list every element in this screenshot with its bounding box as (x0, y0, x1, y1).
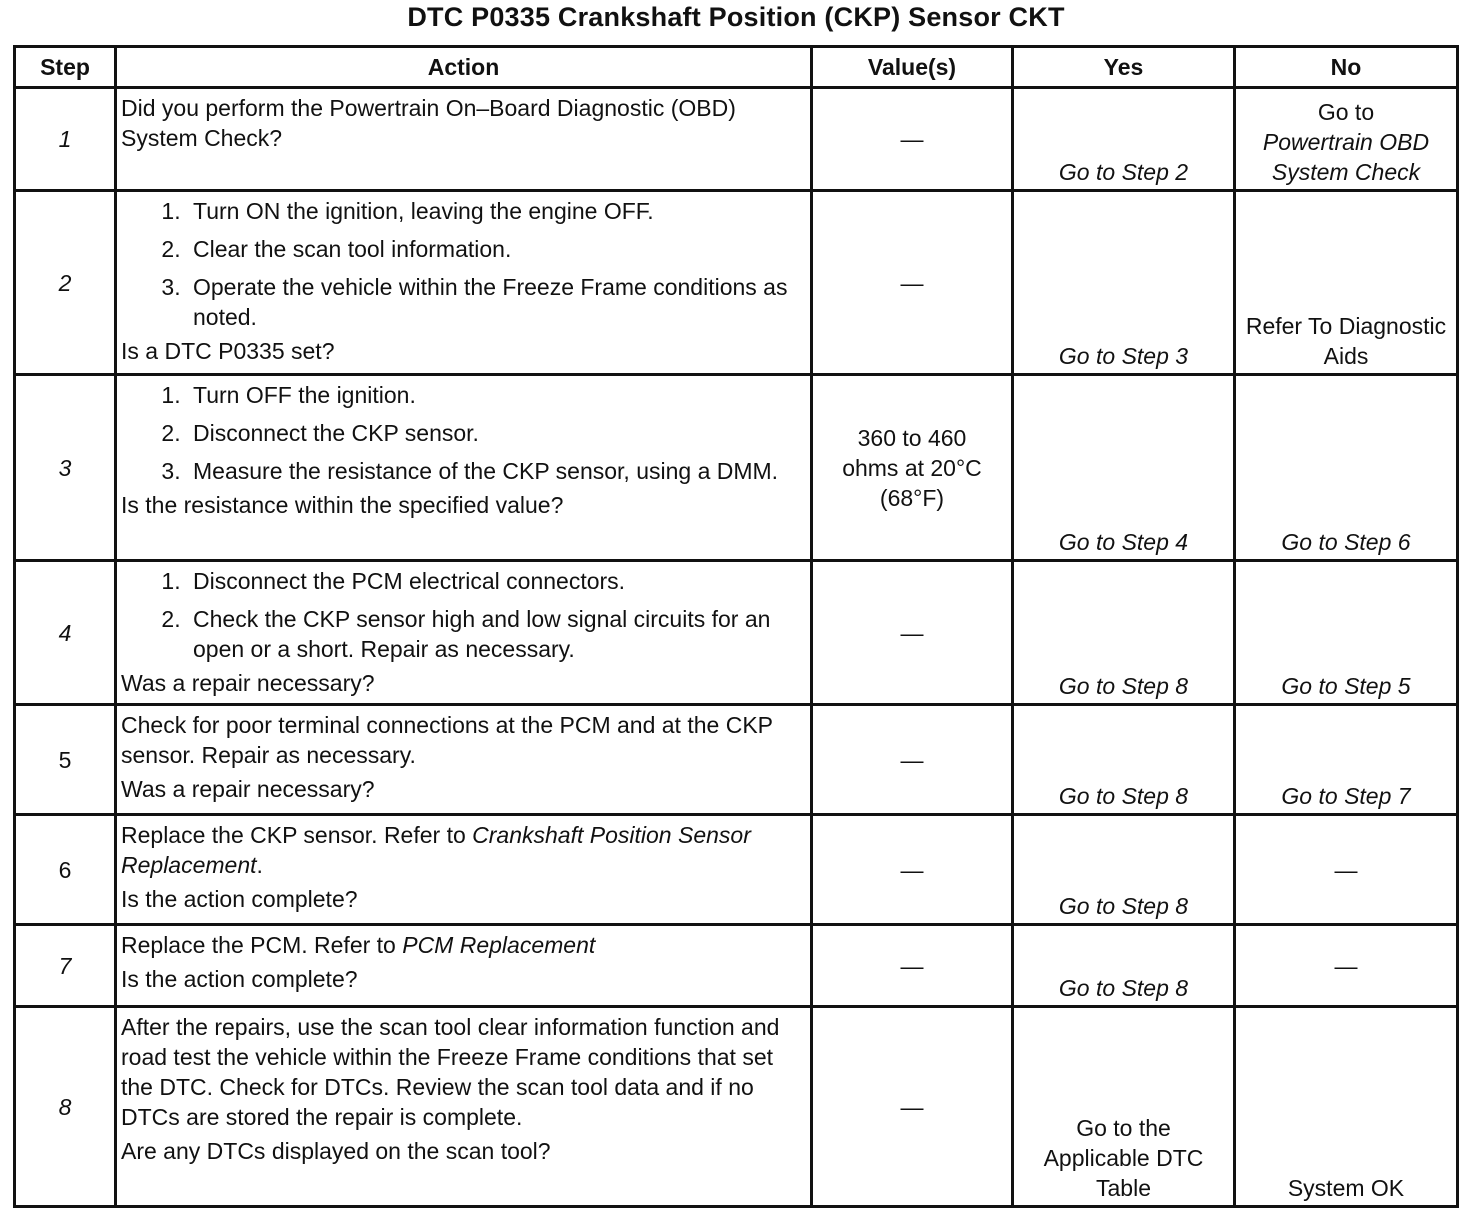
table-row (15, 705, 1458, 815)
header-no: No (1235, 47, 1458, 88)
action-steps (121, 196, 804, 332)
table-row (15, 88, 1458, 191)
yes-cell: Go to Step 2 (1013, 88, 1235, 191)
value-cell: — (812, 815, 1013, 925)
value-cell: — (812, 1007, 1013, 1207)
action-cell (116, 191, 812, 375)
action-question: Is a DTC P0335 set? (121, 338, 335, 364)
yes-cell: Go to Step 8 (1013, 925, 1235, 1007)
action-question: Is the action complete? (121, 966, 358, 992)
table-row (15, 1007, 1458, 1207)
action-text-end: . (256, 852, 263, 878)
action-step-item: 1. Turn OFF the ignition. (187, 380, 804, 410)
yes-cell: Go to Step 3 (1013, 191, 1235, 375)
no-cell (1235, 88, 1458, 191)
step-number: 2 (15, 191, 116, 375)
yes-cell: Go to Step 8 (1013, 705, 1235, 815)
action-text: Check for poor terminal connections at the PCM and at the CKP sensor. Repair as necessary. (121, 712, 773, 768)
action-step-item: 1. Turn ON the ignition, leaving the engine OFF. (187, 196, 804, 226)
table-row (15, 561, 1458, 705)
yes-cell: Go to Step 8 (1013, 815, 1235, 925)
no-text-line1: Go to (1317, 99, 1375, 125)
action-text (121, 820, 804, 880)
step-number: 1 (15, 88, 116, 191)
action-cell (116, 1007, 812, 1207)
no-cell: Go to Step 5 (1235, 561, 1458, 705)
action-text-plain: Replace the CKP sensor. Refer to (121, 822, 473, 848)
no-cell: Refer To Diagnostic Aids (1235, 191, 1458, 375)
no-cell: Go to Step 6 (1235, 375, 1458, 561)
action-question: Was a repair necessary? (121, 776, 375, 802)
no-text-reference: Powertrain OBD System Check (1262, 129, 1430, 185)
header-row (15, 47, 1458, 88)
action-cell (116, 705, 812, 815)
yes-cell: Go to Step 8 (1013, 561, 1235, 705)
step-number: 7 (15, 925, 116, 1007)
header-yes: Yes (1013, 47, 1235, 88)
action-steps (121, 380, 804, 486)
action-cell (116, 925, 812, 1007)
table-row (15, 925, 1458, 1007)
no-cell: Go to Step 7 (1235, 705, 1458, 815)
table-row (15, 191, 1458, 375)
step-number: 4 (15, 561, 116, 705)
action-question: Is the resistance within the specified value? (121, 492, 564, 518)
action-step-item: 2. Clear the scan tool information. (187, 234, 804, 264)
yes-cell: Go to the Applicable DTC Table (1013, 1007, 1235, 1207)
action-text-plain: Replace the PCM. Refer to (121, 932, 403, 958)
action-text: After the repairs, use the scan tool clear information function and road test the vehicle within the Freeze Frame conditions that set the DTC. Check for DTCs. Review the scan tool data and if no DTCs are stored the repair is complete. (121, 1014, 780, 1130)
table-row (15, 815, 1458, 925)
diagnostic-table (13, 45, 1459, 1208)
page-title: DTC P0335 Crankshaft Position (CKP) Sensor CKT (407, 2, 1065, 32)
action-question: Was a repair necessary? (121, 670, 375, 696)
yes-cell: Go to Step 4 (1013, 375, 1235, 561)
action-text (121, 930, 804, 960)
action-step-item: 2. Disconnect the CKP sensor. (187, 418, 804, 448)
header-action: Action (116, 47, 812, 88)
action-cell (116, 815, 812, 925)
header-step: Step (15, 47, 116, 88)
value-cell: — (812, 561, 1013, 705)
action-question: Are any DTCs displayed on the scan tool? (121, 1138, 551, 1164)
action-step-item: 3. Operate the vehicle within the Freeze Frame conditions as noted. (187, 272, 804, 332)
action-cell (116, 561, 812, 705)
action-cell (116, 88, 812, 191)
value-cell: 360 to 460 ohms at 20°C (68°F) (812, 375, 1013, 561)
action-cell (116, 375, 812, 561)
value-cell: — (812, 88, 1013, 191)
action-step-item: 2. Check the CKP sensor high and low signal circuits for an open or a short. Repair as necessary. (187, 604, 804, 664)
action-text: Did you perform the Powertrain On–Board Diagnostic (OBD) System Check? (121, 95, 736, 151)
action-step-item: 1. Disconnect the PCM electrical connectors. (187, 566, 804, 596)
no-cell: — (1235, 815, 1458, 925)
reference-link: PCM Replacement (402, 932, 596, 958)
action-step-item: 3. Measure the resistance of the CKP sensor, using a DMM. (187, 456, 804, 486)
table-row (15, 375, 1458, 561)
value-cell: — (812, 925, 1013, 1007)
header-values: Value(s) (812, 47, 1013, 88)
action-question: Is the action complete? (121, 886, 358, 912)
no-cell: — (1235, 925, 1458, 1007)
action-steps (121, 566, 804, 664)
step-number: 3 (15, 375, 116, 561)
reference-link: Crankshaft Position Sensor Replacement (121, 822, 751, 878)
value-cell: — (812, 705, 1013, 815)
step-number: 8 (15, 1007, 116, 1207)
step-number: 5 (15, 705, 116, 815)
no-cell: System OK (1235, 1007, 1458, 1207)
step-number: 6 (15, 815, 116, 925)
value-cell: — (812, 191, 1013, 375)
